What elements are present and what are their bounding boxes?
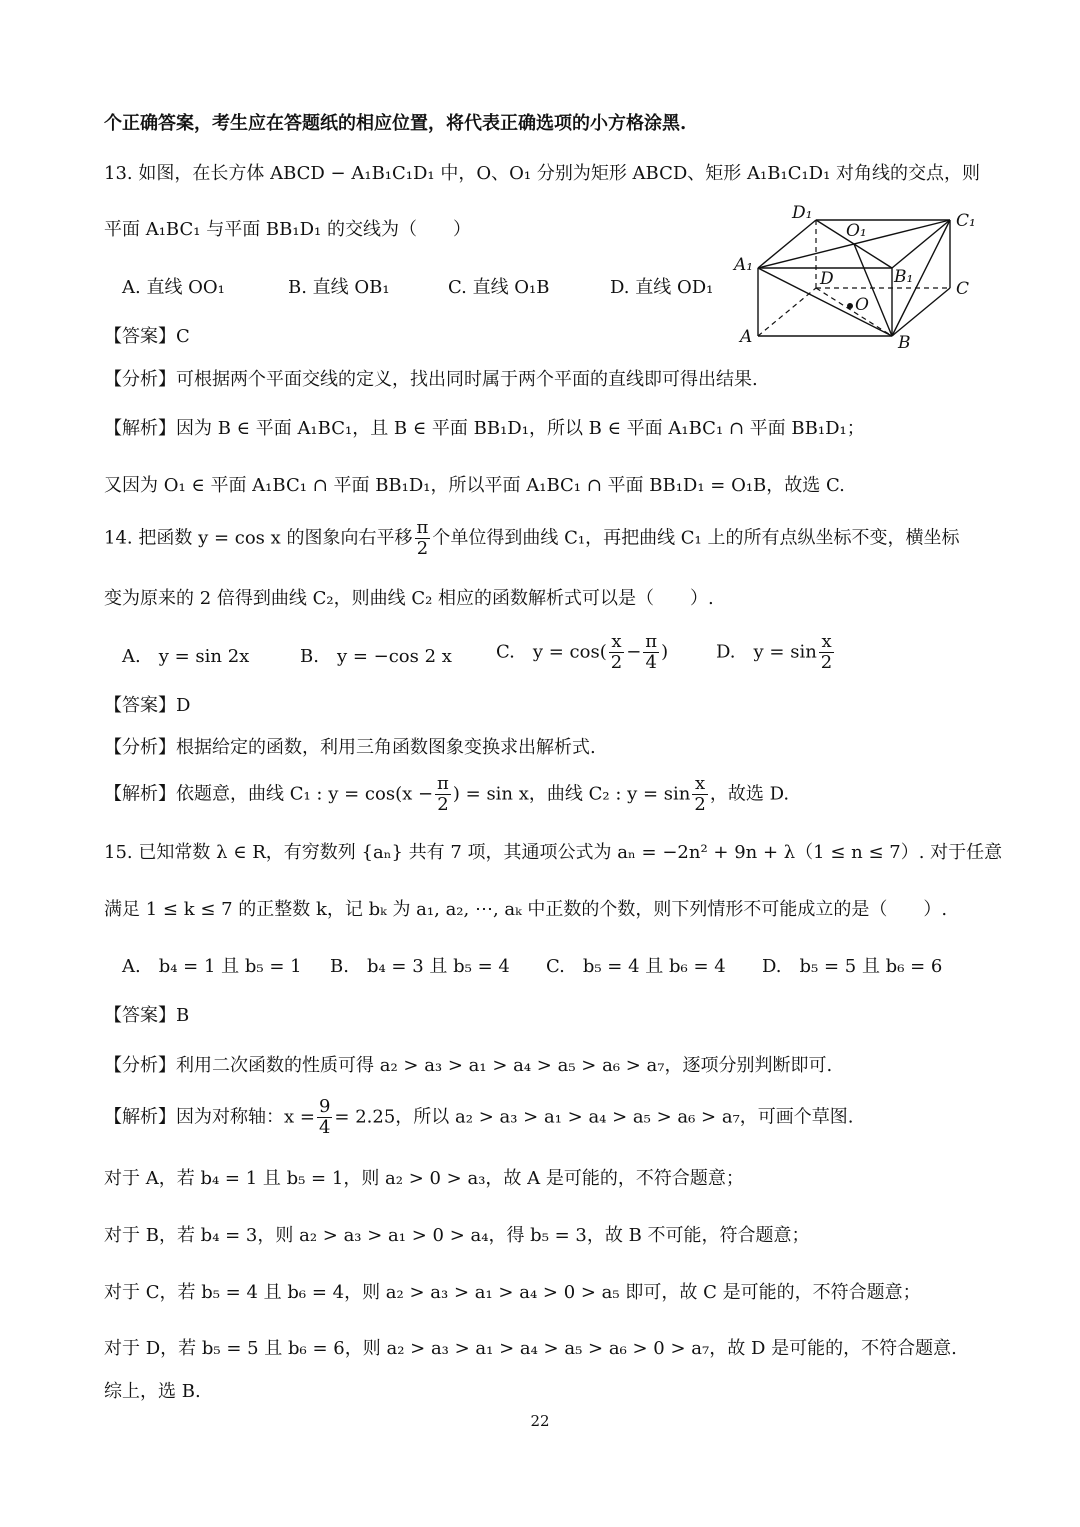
q15-option-b: B. b₄ = 3 且 b₅ = 4 — [330, 956, 510, 977]
label-o1: O₁ — [846, 221, 867, 241]
label-a1: A₁ — [734, 255, 754, 275]
q14-analysis: 【分析】根据给定的函数，利用三角函数图象变换求出解析式. — [104, 737, 596, 758]
q13-option-a: A. 直线 OO₁ — [122, 277, 225, 298]
q14-shift-num: π — [416, 517, 429, 538]
q14-sol-b: ) = sin x，曲线 C₂ : y = sin — [452, 783, 691, 805]
q14-sol-frac1-den: 2 — [437, 794, 449, 815]
q14-option-a: A. y = sin 2x — [122, 646, 250, 667]
q14-optd-prefix: D. y = sin — [716, 641, 817, 663]
q15-stem-line1: 15. 已知常数 λ ∈ R，有穷数列 {aₙ} 共有 7 项，其通项公式为 aₙ = −2n² + 9n + λ（1 ≤ n ≤ 7）. 对于任意 — [104, 842, 1003, 863]
q14-sol-frac1-num: π — [437, 773, 449, 794]
q14-optc-minus: − — [626, 641, 642, 663]
page-number: 22 — [530, 1412, 550, 1430]
q15-sol-b: = 2.25，所以 a₂ > a₃ > a₁ > a₄ > a₅ > a₆ > a₇，可画个草图. — [334, 1106, 854, 1128]
q15-sol-frac — [317, 1097, 332, 1138]
q14-stem-text-a: 14. 把函数 y = cos x 的图象向右平移 — [104, 527, 413, 549]
q14-optc-frac1-num: x — [609, 632, 624, 653]
q14-optd-frac-den: 2 — [820, 652, 833, 673]
q14-optc-frac1 — [609, 632, 624, 673]
cuboid-figure — [732, 202, 982, 352]
q14-sol-frac1 — [435, 774, 451, 815]
q14-stem-line2: 变为原来的 2 倍得到曲线 C₂，则曲线 C₂ 相应的函数解析式可以是（ ）. — [104, 588, 714, 609]
q15-option-a: A. b₄ = 1 且 b₅ = 1 — [122, 956, 302, 977]
q14-optc-frac2-num: π — [645, 631, 658, 652]
q14-answer: 【答案】D — [104, 695, 191, 716]
q13-option-b: B. 直线 OB₁ — [288, 277, 390, 298]
label-a: A — [740, 327, 753, 347]
q13-stem-line1: 13. 如图，在长方体 ABCD − A₁B₁C₁D₁ 中，O、O₁ 分别为矩形 ABCD、矩形 A₁B₁C₁D₁ 对角线的交点，则 — [104, 163, 981, 184]
point-o-dot — [847, 303, 853, 309]
q14-shift-fraction — [415, 518, 431, 559]
q14-sol-frac2 — [692, 774, 707, 815]
q13-stem-line2: 平面 A₁BC₁ 与平面 BB₁D₁ 的交线为（ ） — [104, 219, 471, 240]
q14-option-b: B. y = −cos 2 x — [300, 646, 452, 667]
q15-solution — [104, 1097, 854, 1138]
label-c: C — [956, 279, 970, 299]
q13-solution-line2: 又因为 O₁ ∈ 平面 A₁BC₁ ∩ 平面 BB₁D₁，所以平面 A₁BC₁ ∩ 平面 BB₁D₁ = O₁B，故选 C. — [104, 475, 845, 496]
q13-answer: 【答案】C — [104, 326, 190, 347]
q14-optc-frac2-den: 4 — [645, 652, 657, 673]
q14-optc-prefix: C. y = cos( — [496, 641, 607, 663]
q14-sol-frac2-den: 2 — [694, 794, 706, 815]
q14-optd-frac — [819, 632, 834, 673]
q14-stem-text-b: 个单位得到曲线 C₁，再把曲线 C₁ 上的所有点纵坐标不变，横坐标 — [432, 527, 960, 549]
q14-sol-c: ，故选 D. — [709, 783, 790, 805]
q15-case-d: 对于 D，若 b₅ = 5 且 b₆ = 6，则 a₂ > a₃ > a₁ > a₄ > a₅ > a₆ > 0 > a₇，故 D 是可能的，不符合题意. — [104, 1338, 957, 1359]
q14-option-c — [496, 632, 668, 673]
q14-stem-line1 — [104, 518, 960, 559]
q15-option-d: D. b₅ = 5 且 b₆ = 6 — [762, 956, 943, 977]
label-b: B — [898, 333, 911, 352]
q15-sol-a: 【解析】因为对称轴：x = — [104, 1106, 315, 1128]
q14-option-d — [716, 632, 836, 673]
q14-sol-frac2-num: x — [692, 774, 707, 795]
q15-sol-frac-num: 9 — [318, 1096, 331, 1117]
q14-optd-frac-num: x — [819, 632, 834, 653]
q13-option-d: D. 直线 OD₁ — [610, 277, 714, 298]
label-c1: C₁ — [956, 211, 976, 231]
q14-solution — [104, 774, 789, 815]
label-d1: D₁ — [792, 203, 813, 223]
q15-conclusion: 综上，选 B. — [104, 1381, 201, 1402]
q14-optc-suffix: ) — [661, 641, 669, 663]
q14-sol-a: 【解析】依题意，曲线 C₁ : y = cos(x − — [104, 783, 434, 805]
q13-option-c: C. 直线 O₁B — [448, 277, 550, 298]
label-b1: B₁ — [894, 267, 914, 287]
q15-sol-frac-den: 4 — [318, 1117, 331, 1138]
q15-analysis: 【分析】利用二次函数的性质可得 a₂ > a₃ > a₁ > a₄ > a₅ > a₆ > a₇，逐项分别判断即可. — [104, 1055, 833, 1076]
q15-case-a: 对于 A，若 b₄ = 1 且 b₅ = 1，则 a₂ > 0 > a₃，故 A 是可能的，不符合题意； — [104, 1168, 744, 1189]
q15-stem-line2: 满足 1 ≤ k ≤ 7 的正整数 k，记 bₖ 为 a₁, a₂, ⋯, aₖ 中正数的个数，则下列情形不可能成立的是（ ）. — [104, 899, 948, 920]
q13-solution-line1: 【解析】因为 B ∈ 平面 A₁BC₁，且 B ∈ 平面 BB₁D₁，所以 B ∈ 平面 A₁BC₁ ∩ 平面 BB₁D₁； — [104, 418, 865, 439]
q14-optc-frac2 — [643, 632, 659, 673]
q15-case-c: 对于 C，若 b₅ = 4 且 b₆ = 4，则 a₂ > a₃ > a₁ > a₄ > 0 > a₅ 即可，故 C 是可能的，不符合题意； — [104, 1282, 921, 1303]
instruction-line: 个正确答案，考生应在答题纸的相应位置，将代表正确选项的小方格涂黑. — [104, 113, 687, 134]
label-d: D — [820, 269, 834, 289]
q14-optc-frac1-den: 2 — [610, 652, 623, 673]
q14-shift-den: 2 — [416, 538, 429, 559]
label-o: O — [855, 295, 869, 315]
q15-option-c: C. b₅ = 4 且 b₆ = 4 — [546, 956, 726, 977]
q15-case-b: 对于 B，若 b₄ = 3，则 a₂ > a₃ > a₁ > 0 > a₄，得 b₅ = 3，故 B 不可能，符合题意； — [104, 1225, 810, 1246]
q13-analysis: 【分析】可根据两个平面交线的定义，找出同时属于两个平面的直线即可得出结果. — [104, 369, 758, 390]
q15-answer: 【答案】B — [104, 1005, 190, 1026]
